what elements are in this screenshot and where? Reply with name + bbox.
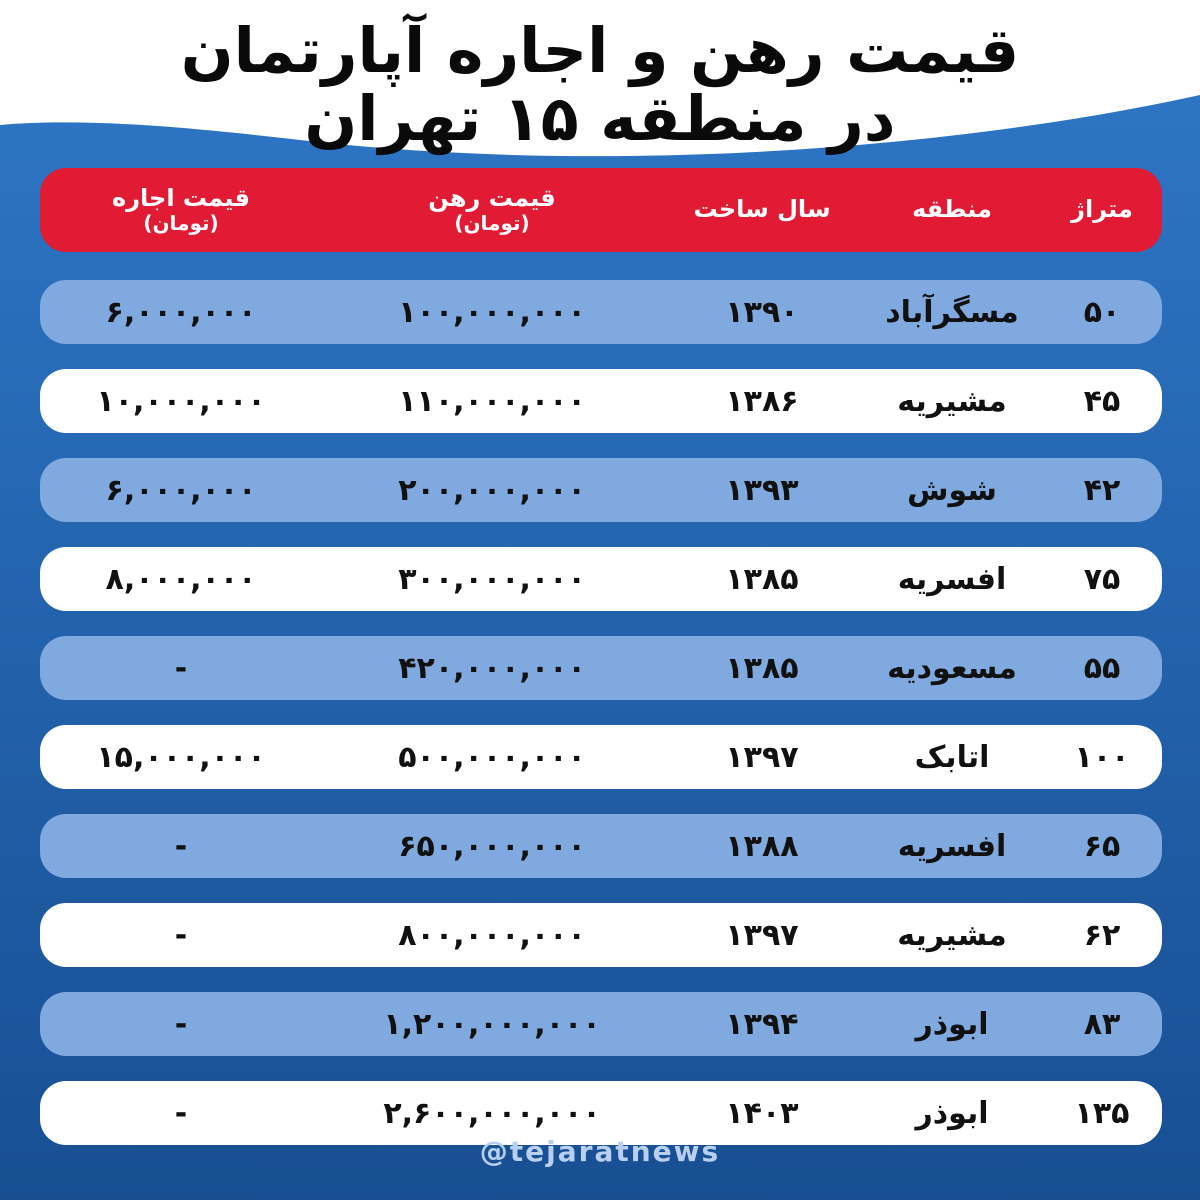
cell-region: افسریه	[897, 561, 1007, 597]
table-row	[40, 992, 1162, 1056]
cell-rent: ۱۰,۰۰۰,۰۰۰	[96, 383, 266, 419]
cell-mortgage: ۳۰۰,۰۰۰,۰۰۰	[398, 561, 586, 597]
cell-region: مشیریه	[897, 917, 1007, 953]
cell-year: ۱۳۹۴	[725, 1006, 799, 1042]
cell-mortgage: ۸۰۰,۰۰۰,۰۰۰	[398, 917, 586, 953]
header-rent	[40, 185, 322, 236]
cell-area: ۶۵	[1083, 828, 1121, 864]
cell-area: ۵۵	[1083, 650, 1121, 686]
cell-year: ۱۳۸۶	[725, 383, 799, 419]
cell-rent: ۱۵,۰۰۰,۰۰۰	[96, 739, 266, 775]
cell-rent: ۶,۰۰۰,۰۰۰	[105, 294, 257, 330]
header-rent-unit: (تومان)	[143, 211, 219, 236]
cell-rent: -	[174, 1006, 188, 1042]
cell-year: ۱۳۹۰	[725, 294, 799, 330]
table-row	[40, 903, 1162, 967]
table-row	[40, 725, 1162, 789]
cell-area: ۱۰۰	[1074, 739, 1130, 775]
cell-year: ۱۳۸۵	[725, 561, 799, 597]
header-mortgage	[322, 185, 662, 236]
cell-mortgage: ۱۱۰,۰۰۰,۰۰۰	[398, 383, 586, 419]
cell-area: ۶۲	[1083, 917, 1121, 953]
cell-year: ۱۳۹۷	[725, 917, 799, 953]
cell-mortgage: ۲,۶۰۰,۰۰۰,۰۰۰	[383, 1095, 601, 1131]
table-row	[40, 458, 1162, 522]
table-row	[40, 280, 1162, 344]
cell-rent: -	[174, 650, 188, 686]
header-mortgage-unit: (تومان)	[454, 211, 530, 236]
cell-year: ۱۴۰۳	[725, 1095, 799, 1131]
cell-area: ۵۰	[1083, 294, 1121, 330]
cell-region: مسگرآباد	[885, 294, 1019, 330]
cell-rent: ۸,۰۰۰,۰۰۰	[105, 561, 257, 597]
cell-region: افسریه	[897, 828, 1007, 864]
cell-mortgage: ۱,۲۰۰,۰۰۰,۰۰۰	[383, 1006, 601, 1042]
cell-area: ۸۳	[1083, 1006, 1121, 1042]
table-row	[40, 369, 1162, 433]
cell-region: ابوذر	[915, 1095, 989, 1131]
cell-rent: -	[174, 1095, 188, 1131]
table-row	[40, 814, 1162, 878]
cell-year: ۱۳۹۳	[725, 472, 799, 508]
cell-area: ۱۳۵	[1074, 1095, 1130, 1131]
cell-rent: -	[174, 917, 188, 953]
price-table	[40, 168, 1162, 1145]
cell-year: ۱۳۹۷	[725, 739, 799, 775]
cell-area: ۴۲	[1083, 472, 1121, 508]
cell-year: ۱۳۸۵	[725, 650, 799, 686]
header-region: منطقه	[912, 195, 992, 224]
cell-mortgage: ۶۵۰,۰۰۰,۰۰۰	[398, 828, 586, 864]
header-rent-label: قیمت اجاره	[112, 183, 250, 212]
header-area: متراژ	[1071, 195, 1133, 224]
cell-mortgage: ۴۲۰,۰۰۰,۰۰۰	[398, 650, 586, 686]
cell-year: ۱۳۸۸	[725, 828, 799, 864]
cell-mortgage: ۱۰۰,۰۰۰,۰۰۰	[398, 294, 586, 330]
page-title-line2: در منطقه ۱۵ تهران	[304, 82, 896, 155]
header-year: سال ساخت	[693, 195, 831, 224]
table-row	[40, 636, 1162, 700]
cell-region: مشیریه	[897, 383, 1007, 419]
cell-region: ابوذر	[915, 1006, 989, 1042]
table-row	[40, 547, 1162, 611]
cell-region: اتابک	[914, 739, 990, 775]
cell-region: مسعودیه	[887, 650, 1017, 686]
cell-area: ۴۵	[1083, 383, 1121, 419]
cell-mortgage: ۲۰۰,۰۰۰,۰۰۰	[398, 472, 586, 508]
header-mortgage-label: قیمت رهن	[428, 183, 556, 212]
page-title-line1: قیمت رهن و اجاره آپارتمان	[180, 14, 1020, 87]
cell-region: شوش	[907, 472, 997, 508]
footer-handle: @tejaratnews	[479, 1135, 721, 1168]
cell-rent: -	[174, 828, 188, 864]
cell-mortgage: ۵۰۰,۰۰۰,۰۰۰	[398, 739, 586, 775]
table-header	[40, 168, 1162, 252]
cell-area: ۷۵	[1083, 561, 1121, 597]
cell-rent: ۶,۰۰۰,۰۰۰	[105, 472, 257, 508]
